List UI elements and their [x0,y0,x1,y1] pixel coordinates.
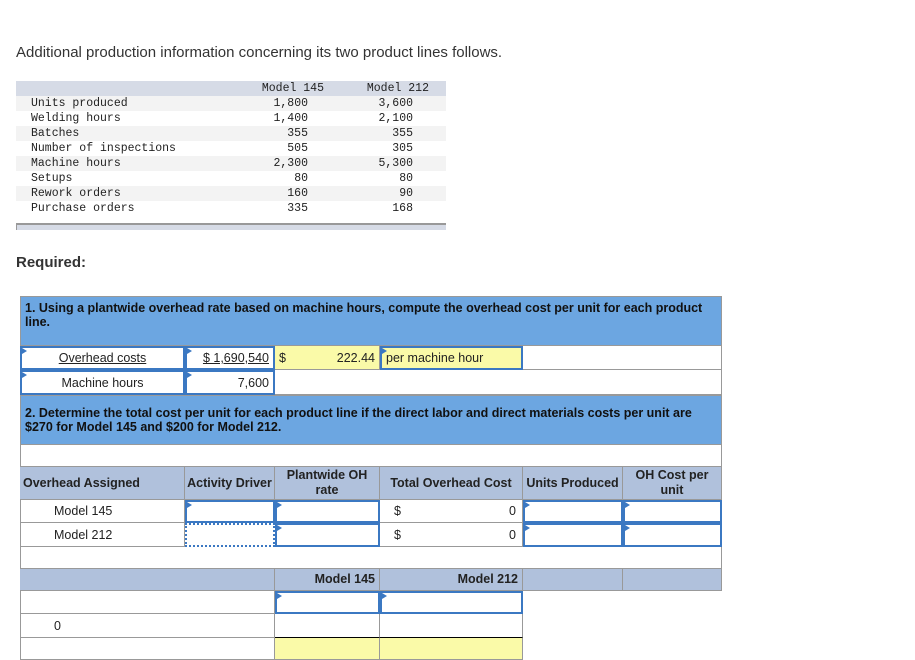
info-value: 90 [399,187,413,200]
empty-cell [275,370,722,395]
info-value: 2,300 [273,157,308,170]
rate-result [275,346,380,370]
info-label: Batches [31,127,80,140]
rate-unit-input[interactable]: per machine hour [380,346,523,370]
info-table-row [16,126,446,141]
col-activity-driver: Activity Driver [185,467,275,500]
info-value: 505 [287,142,308,155]
summary-col-model-145: Model 145 [275,569,380,591]
summary-total-212 [380,638,523,660]
info-value: 168 [392,202,413,215]
units-212-input[interactable] [523,523,623,547]
info-value: 335 [287,202,308,215]
row-label-model-212: Model 212 [20,523,185,547]
currency: $ [394,504,401,518]
info-table-row [16,186,446,201]
info-label: Rework orders [31,187,121,200]
info-table-row [16,156,446,171]
info-value: 3,600 [378,97,413,110]
currency: $ [394,527,401,542]
units-145-input[interactable] [523,500,623,523]
spacer-row [20,445,722,467]
summary-header-blank [623,569,722,591]
info-label: Purchase orders [31,202,135,215]
summary-total-145 [275,638,380,660]
rate-145-input[interactable] [275,500,380,523]
info-table-row [16,201,446,216]
col-overhead-assigned: Overhead Assigned [20,467,185,500]
summary-212-value [380,614,523,638]
row-label-model-145: Model 145 [20,500,185,523]
summary-row-value-label: 0 [20,614,275,638]
info-label: Units produced [31,97,128,110]
summary-row-label [20,591,275,614]
oh-cost-145-input[interactable] [623,500,722,523]
info-value: 5,300 [378,157,413,170]
col-units-produced: Units Produced [523,467,623,500]
summary-145-input[interactable] [275,591,380,614]
summary-header-blank [523,569,623,591]
summary-212-input[interactable] [380,591,523,614]
activity-driver-145-input[interactable] [185,500,275,523]
info-label: Number of inspections [31,142,176,155]
info-table-row [16,141,446,156]
info-table-row [16,96,446,111]
summary-total-label [20,638,275,660]
overhead-costs-value-input[interactable]: $ 1,690,540 [185,346,275,370]
spacer-row [20,547,722,569]
summary-col-model-212: Model 212 [380,569,523,591]
oh-cost-212-input[interactable] [623,523,722,547]
machine-hours-value-input[interactable]: 7,600 [185,370,275,395]
col-oh-cost-per-unit: OH Cost per unit [623,467,722,500]
rate-value: 222.44 [336,350,375,365]
total-overhead-145 [380,500,523,523]
info-value: 355 [392,127,413,140]
summary-header-blank [20,569,275,591]
part2-question: 2. Determine the total cost per unit for each product line if the direct labor and direct materials costs per unit are $270 for Model 145 and $200 for Model 212. [20,395,722,445]
header-model-212: Model 212 [366,82,429,95]
activity-driver-212-input[interactable] [185,523,275,547]
intro-text: Additional production information concerning its two product lines follows. [16,44,503,61]
empty-cell [523,346,722,370]
part1-question: 1. Using a plantwide overhead rate based on machine hours, compute the overhead cost per unit for each product line. [20,296,722,346]
header-model-145: Model 145 [261,82,324,95]
info-value: 305 [392,142,413,155]
machine-hours-label-input[interactable]: Machine hours [20,370,185,395]
info-label: Setups [31,172,73,185]
total-value: 0 [509,527,516,542]
required-heading: Required: [16,254,87,271]
total-value: 0 [509,504,516,518]
info-value: 160 [287,187,308,200]
info-table-footer [16,223,446,230]
summary-145-value [275,614,380,638]
info-value: 355 [287,127,308,140]
rate-currency: $ [279,350,286,365]
info-table-row [16,171,446,186]
col-total-overhead: Total Overhead Cost [380,467,523,500]
info-table-row [16,111,446,126]
total-overhead-212 [380,523,523,547]
info-value: 2,100 [378,112,413,125]
info-value: 1,800 [273,97,308,110]
rate-212-input[interactable] [275,523,380,547]
info-label: Welding hours [31,112,121,125]
col-plantwide-rate: Plantwide OH rate [275,467,380,500]
info-table-header [16,81,446,96]
overhead-costs-label-input[interactable]: Overhead costs [20,346,185,370]
info-label: Machine hours [31,157,121,170]
info-value: 80 [294,172,308,185]
info-value: 80 [399,172,413,185]
info-value: 1,400 [273,112,308,125]
